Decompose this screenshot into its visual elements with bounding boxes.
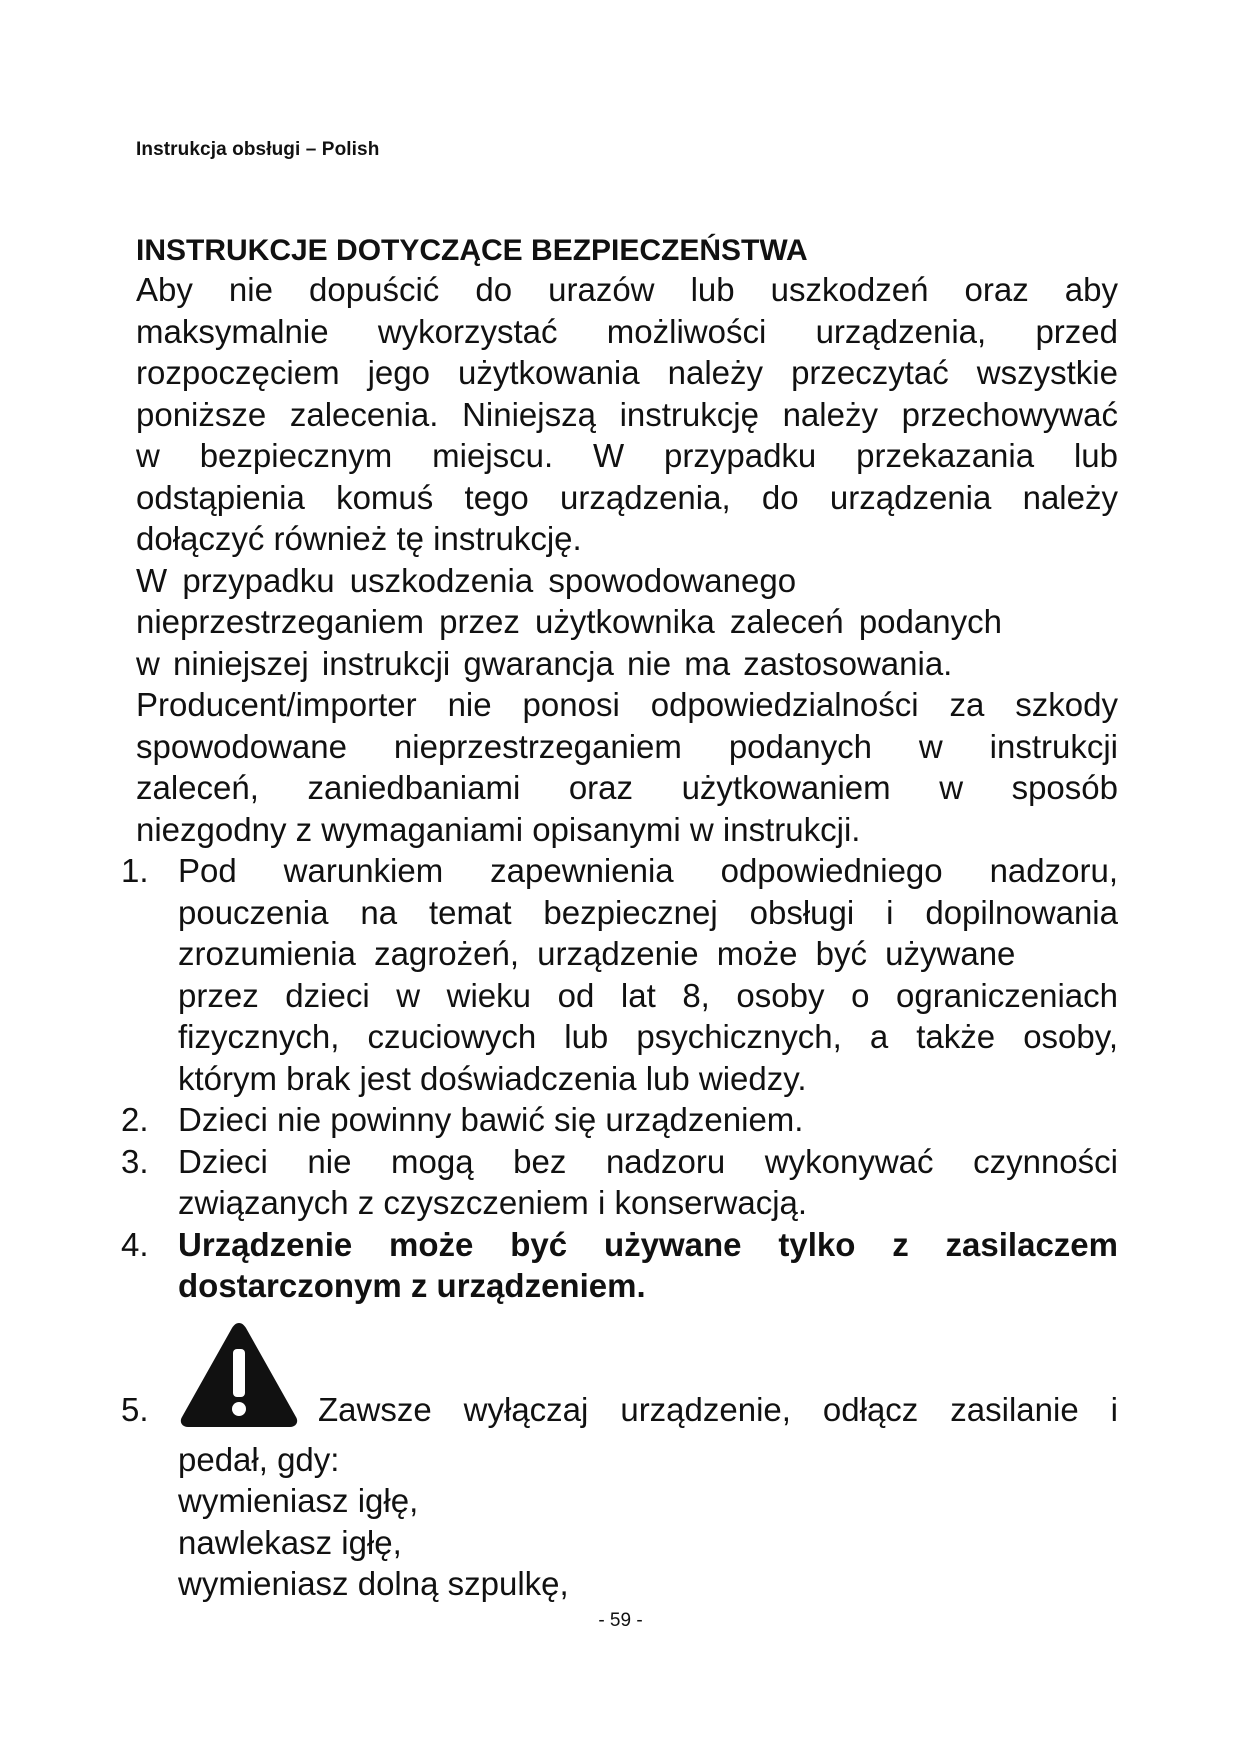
text-line: Zawsze wyłączaj urządzenie, odłącz zasilanie i xyxy=(318,1391,1118,1428)
text-line: maksymalnie wykorzystać możliwości urządzenia, przed xyxy=(136,312,1118,350)
text-line: w niniejszej instrukcji gwarancja nie ma zastosowania. xyxy=(136,644,953,682)
text-line: wymieniasz dolną szpulkę, xyxy=(178,1565,569,1602)
list-item-warning xyxy=(121,1307,1118,1605)
intro-paragraph xyxy=(136,269,1118,560)
warning-triangle-icon xyxy=(178,1319,300,1429)
text-line-bold: dostarczonym z urządzeniem. xyxy=(178,1267,646,1304)
text-line: Producent/importer nie ponosi odpowiedzialności za szkody xyxy=(136,686,1118,723)
text-line: poniższe zalecenia. Niniejszą instrukcję należy przechowywać xyxy=(136,395,1118,433)
list-number: 2. xyxy=(121,1101,149,1138)
text-line: którym brak jest doświadczenia lub wiedzy. xyxy=(178,1059,807,1097)
text-line: przez dzieci w wieku od lat 8, osoby o ograniczeniach xyxy=(178,976,1118,1014)
section-title: INSTRUKCJE DOTYCZĄCE BEZPIECZEŃSTWA xyxy=(136,234,808,267)
text-line: Dzieci nie mogą bez nadzoru wykonywać czynności xyxy=(178,1142,1118,1180)
text-line: odstąpienia komuś tego urządzenia, do urządzenia należy xyxy=(136,478,1118,516)
list-item xyxy=(121,1141,1118,1224)
list-item xyxy=(121,1099,1118,1141)
safety-list xyxy=(121,850,1118,1605)
text-line: nieprzestrzeganiem przez użytkownika zaleceń podanych xyxy=(136,603,1002,640)
text-line: zrozumienia zagrożeń, urządzenie może być używane xyxy=(178,935,1016,972)
text-line: w bezpiecznym miejscu. W przypadku przekazania lub xyxy=(136,437,1118,474)
list-number: 1. xyxy=(121,852,149,889)
page-number: - 59 - xyxy=(598,1610,643,1631)
list-number: 3. xyxy=(121,1142,149,1180)
text-line: pouczenia na temat bezpiecznej obsługi i dopilnowania xyxy=(178,893,1118,931)
list-item xyxy=(121,1224,1118,1307)
text-line: spowodowane nieprzestrzeganiem podanych w instrukcji xyxy=(136,727,1118,765)
text-line: Pod warunkiem zapewnienia odpowiedniego nadzoru, xyxy=(178,852,1118,889)
text-line: fizycznych, czuciowych lub psychicznych, a także osoby, xyxy=(178,1018,1118,1055)
list-number: 4. xyxy=(121,1225,149,1263)
list-item xyxy=(121,850,1118,1099)
text-line: rozpoczęciem jego użytkowania należy przeczytać wszystkie xyxy=(136,354,1118,391)
running-header: Instrukcja obsługi – Polish xyxy=(136,139,380,160)
document-body xyxy=(121,233,1118,1605)
text-line: zaleceń, zaniedbaniami oraz użytkowaniem w sposób xyxy=(136,769,1118,806)
warranty-paragraph xyxy=(136,560,1118,851)
text-line: Aby nie dopuścić do urazów lub uszkodzeń oraz aby xyxy=(136,271,1118,308)
text-line: W przypadku uszkodzenia spowodowanego xyxy=(136,561,797,599)
text-line-bold: Urządzenie może być używane tylko z zasilaczem xyxy=(178,1225,1118,1263)
text-line: Dzieci nie powinny bawić się urządzeniem. xyxy=(178,1101,804,1138)
text-line: pedał, gdy: xyxy=(178,1440,340,1478)
text-line: dołączyć również tę instrukcję. xyxy=(136,520,582,557)
text-line: związanych z czyszczeniem i konserwacją. xyxy=(178,1184,808,1221)
text-line: niezgodny z wymaganiami opisanymi w instrukcji. xyxy=(136,810,861,848)
text-line: nawlekasz igłę, xyxy=(178,1523,402,1561)
list-number: 5. xyxy=(121,1391,149,1428)
text-line: wymieniasz igłę, xyxy=(178,1482,419,1519)
